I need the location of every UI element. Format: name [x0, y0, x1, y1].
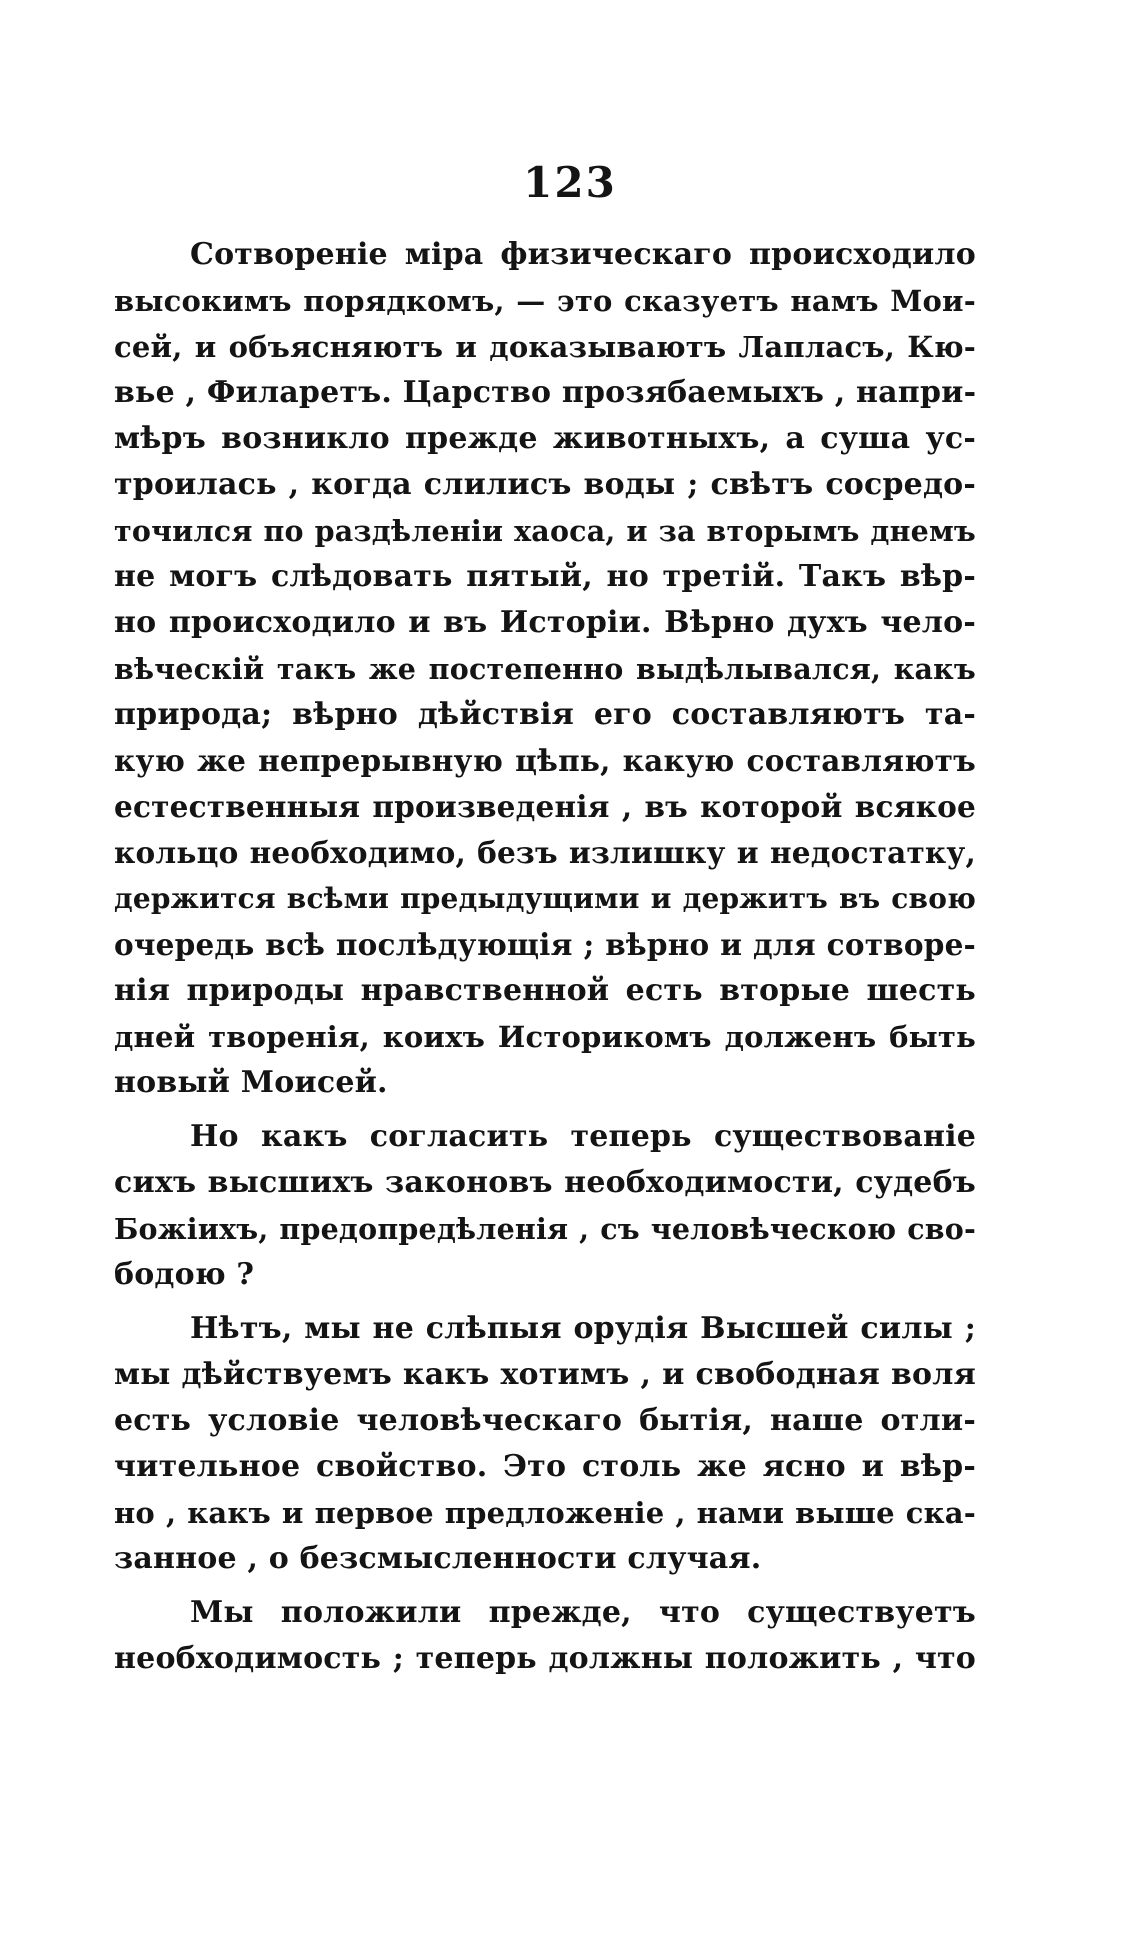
text-line: вье , Филаретъ. Царство прозябаемыхъ , напри-	[114, 375, 977, 410]
text-line: но происходило и въ Исторіи. Вѣрно духъ чело-	[114, 605, 976, 640]
text-line: естественныя произведенія , въ которой всякое	[114, 789, 976, 824]
text-line: бодою ?	[114, 1257, 255, 1292]
text-line: Божіихъ, предопредѣленія , съ человѣческою сво-	[114, 1212, 976, 1246]
text-line: Сотвореніе міра физическаго происходило	[190, 237, 976, 272]
paragraph	[114, 1114, 976, 1298]
paragraph-gap	[114, 1298, 976, 1306]
paragraph	[114, 232, 976, 1106]
text-line: но , какъ и первое предложеніе , нами выше ска-	[114, 1496, 976, 1530]
page-number: 123	[523, 158, 617, 207]
text-line: сей, и объясняютъ и доказываютъ Лапласъ, Кю-	[114, 330, 976, 364]
text-line: нія природы нравственной есть вторые шесть	[114, 973, 976, 1008]
text-line: есть условіе человѣческаго бытія, наше отли-	[114, 1403, 976, 1438]
text-line: кольцо необходимо, безъ излишку и недостатку,	[114, 835, 976, 870]
text-line: занное , о безсмысленности случая.	[114, 1541, 762, 1576]
text-line: мѣръ возникло прежде животныхъ, а суша ус-	[114, 421, 976, 456]
text-line: Мы положили прежде, что существуетъ	[190, 1595, 976, 1630]
text-line: новый Моисей.	[114, 1065, 388, 1100]
text-line: Но какъ согласить теперь существованіе	[190, 1119, 976, 1154]
text-line: мы дѣйствуемъ какъ хотимъ , и свободная воля	[114, 1357, 976, 1392]
paragraph-gap	[114, 1582, 976, 1590]
body-text	[114, 232, 976, 1682]
text-line: необходимость ; теперь должны положить , что	[114, 1641, 976, 1676]
text-line: держится всѣми предыдущими и держитъ въ свою	[114, 882, 976, 915]
text-line: сихъ высшихъ законовъ необходимости, судебъ	[114, 1165, 976, 1200]
text-line: дней творенія, коихъ Историкомъ долженъ быть	[114, 1020, 976, 1054]
text-line: кую же непрерывную цѣпь, какую составляютъ	[114, 743, 976, 778]
text-line: не могъ слѣдовать пятый, но третій. Такъ вѣр-	[114, 559, 976, 594]
text-line: Нѣтъ, мы не слѣпыя орудія Высшей силы ;	[190, 1311, 976, 1346]
text-line: высокимъ порядкомъ, — это сказуетъ намъ Мои-	[114, 284, 976, 318]
paragraph	[114, 1306, 976, 1582]
text-line: природа; вѣрно дѣйствія его составляютъ та-	[114, 697, 976, 732]
text-line: вѣческій такъ же постепенно выдѣлывался, какъ	[114, 652, 976, 686]
text-line: чительное свойство. Это столь же ясно и вѣр-	[114, 1449, 976, 1484]
text-line: точился по раздѣленіи хаоса, и за вторымъ днемъ	[114, 514, 976, 548]
text-line: очередь всѣ послѣдующія ; вѣрно и для сотворе-	[114, 927, 976, 962]
paragraph	[114, 1590, 976, 1682]
text-line: троилась , когда слилисъ воды ; свѣтъ сосредо-	[114, 467, 976, 502]
paragraph-gap	[114, 1106, 976, 1114]
